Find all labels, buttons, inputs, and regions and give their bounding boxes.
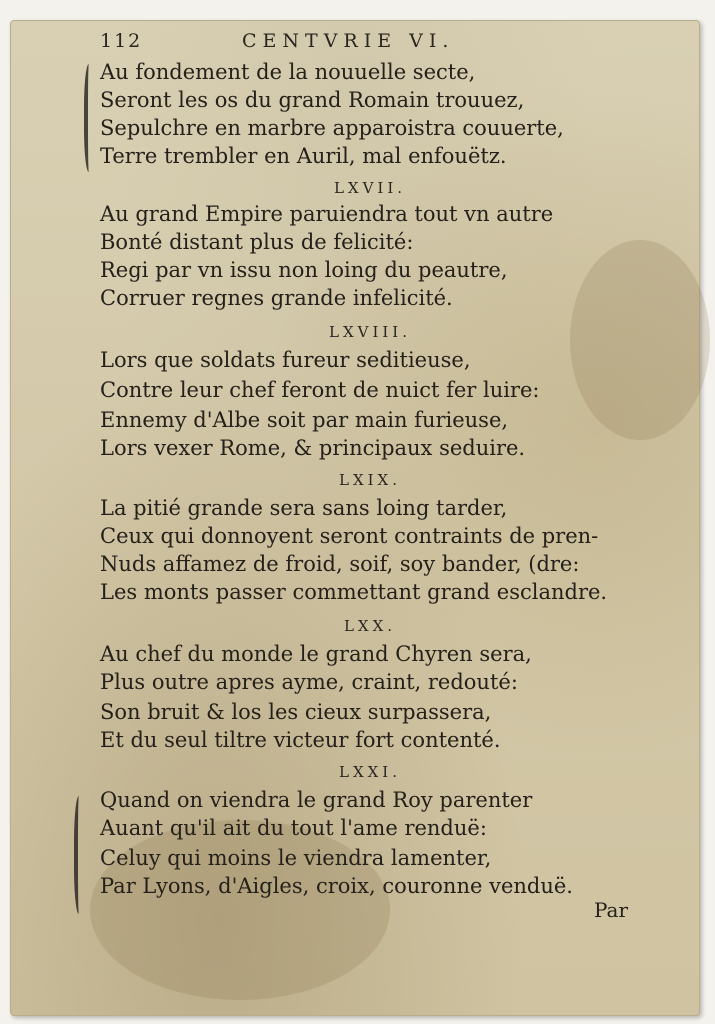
verse-line: Par Lyons, d'Aigles, croix, couronne venduë. [100,874,573,898]
quatrain-numeral: LXXI. [338,763,401,781]
quatrain-numeral: LXVIII. [328,323,412,341]
margin-bracket-mark [84,64,96,172]
verse-line: Corruer regnes grande infelicité. [100,286,453,310]
verse-line: Nuds affamez de froid, soif, soy bander, (dre: [100,552,580,576]
verse-line: Ceux qui donnoyent seront contraints de pren- [100,524,599,548]
page-number: 112 [100,30,143,52]
verse-line: La pitié grande sera sans loing tarder, [100,496,508,520]
quatrain-numeral: LXX. [343,617,397,635]
verse-line: Lors que soldats fureur seditieuse, [100,348,471,372]
verse-line: Au chef du monde le grand Chyren sera, [100,642,532,666]
verse-line: Bonté distant plus de felicité: [100,230,414,254]
verse-line: Les monts passer commettant grand esclandre. [100,580,608,604]
verse-line: Son bruit & los les cieux surpassera, [100,700,492,724]
verse-line: Seront les os du grand Romain trouuez, [100,88,525,112]
verse-line: Regi par vn issu non loing du peautre, [100,258,508,282]
quatrain-numeral: LXIX. [338,471,401,489]
verse-line: Ennemy d'Albe soit par main furieuse, [100,408,509,432]
verse-line: Plus outre apres ayme, craint, redouté: [100,670,518,694]
margin-bracket-mark [74,796,86,914]
verse-line: Celuy qui moins le viendra lamenter, [100,846,492,870]
verse-line: Auant qu'il ait du tout l'ame renduë: [100,816,487,840]
verse-line: Au fondement de la nouuelle secte, [100,60,476,84]
verse-line: Terre trembler en Auril, mal enfouëtz. [100,144,507,168]
verse-line: Sepulchre en marbre apparoistra couuerte, [100,116,564,140]
verse-line: Quand on viendra le grand Roy parenter [100,788,533,812]
verse-line: Contre leur chef feront de nuict fer luire: [100,378,540,402]
running-title: CENTVRIE VI. [242,30,455,52]
verse-line: Lors vexer Rome, & principaux seduire. [100,436,526,460]
page-header [100,30,520,54]
verse-line: Et du seul tiltre victeur fort contenté. [100,728,501,752]
catchword: Par [594,898,629,922]
quatrain-numeral: LXVII. [333,179,407,197]
verse-line: Au grand Empire paruiendra tout vn autre [100,202,554,226]
